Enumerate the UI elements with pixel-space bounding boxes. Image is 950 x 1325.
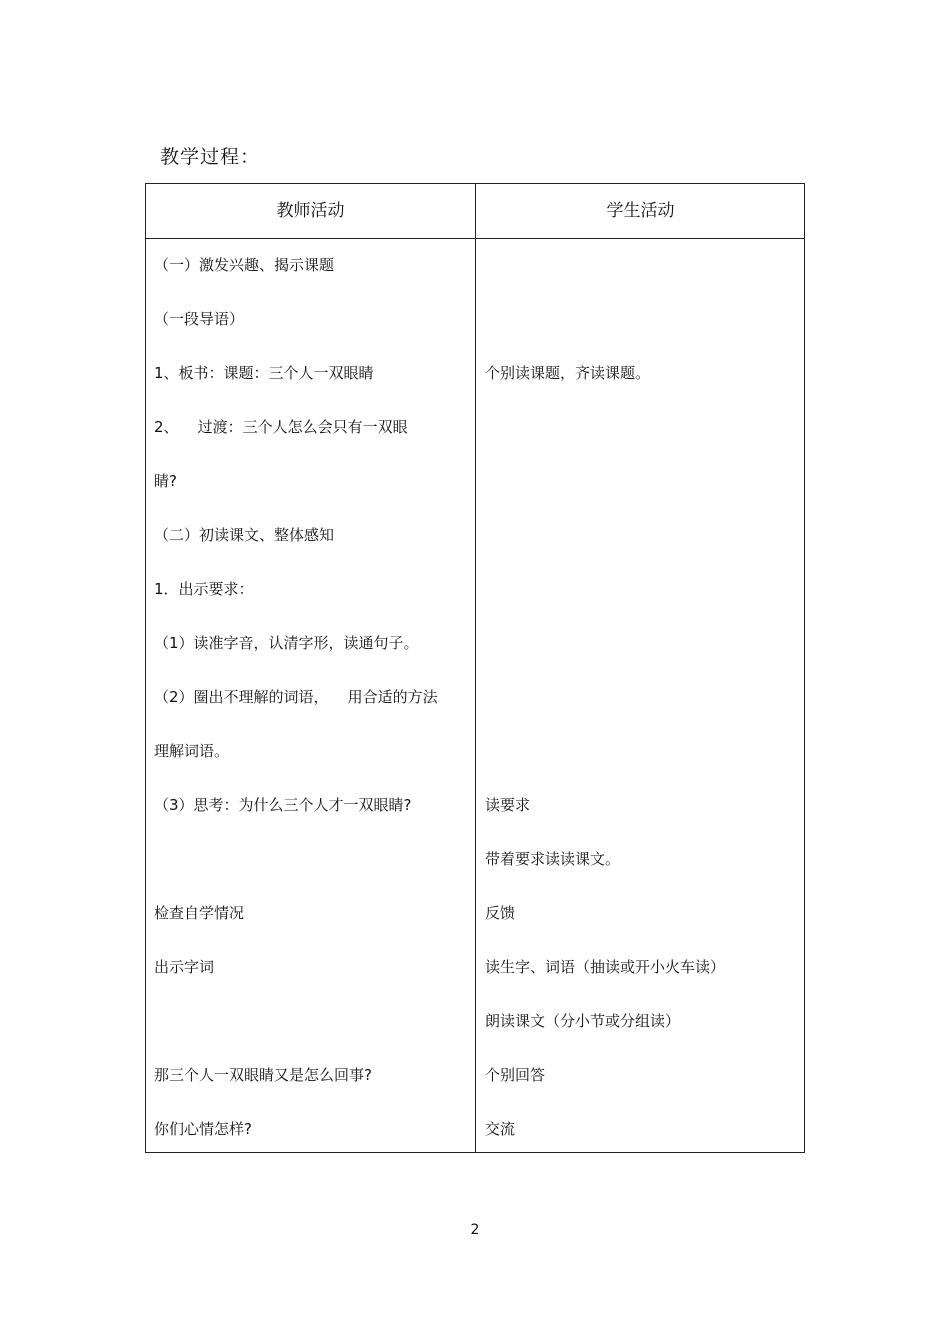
teacher-line: 出示字词 [154, 958, 215, 976]
student-line: 朗读课文（分小节或分组读） [485, 1012, 681, 1030]
teacher-line: （3）思考：为什么三个人才一双眼睛? [154, 796, 412, 814]
teacher-line: 2、 过渡：三个人怎么会只有一双眼 [154, 418, 408, 436]
teacher-line: 1、板书：课题：三个人一双眼睛 [154, 364, 374, 382]
student-line: 读生字、词语（抽读或开小火车读） [485, 958, 726, 976]
student-line: 带着要求读读课文。 [485, 850, 621, 868]
teacher-line: 那三个人一双眼睛又是怎么回事? [154, 1066, 372, 1084]
page-number: 2 [470, 1222, 480, 1238]
teacher-line: （2）圈出不理解的词语， 用合适的方法 [154, 688, 438, 706]
teacher-line: 你们心情怎样? [154, 1120, 252, 1138]
teacher-line: 1．出示要求： [154, 580, 254, 598]
teacher-line: 睛? [154, 472, 177, 490]
lesson-activity-table [145, 183, 805, 1153]
teacher-line: 检查自学情况 [154, 904, 245, 922]
student-line: 交流 [485, 1120, 516, 1138]
teacher-line: 理解词语。 [154, 742, 230, 760]
header-student-activity: 学生活动 [606, 201, 675, 221]
teacher-line: （二）初读课文、整体感知 [154, 526, 335, 544]
teacher-line: （一）激发兴趣、揭示课题 [154, 256, 335, 274]
teacher-line: （一段导语） [154, 310, 245, 328]
section-heading: 教学过程： [160, 146, 261, 168]
header-teacher-activity: 教师活动 [276, 201, 345, 221]
student-line: 反馈 [485, 904, 516, 922]
student-line: 读要求 [485, 796, 531, 814]
header-divider [146, 238, 804, 239]
teacher-line: （1）读准字音，认清字形，读通句子。 [154, 634, 419, 652]
student-line: 个别回答 [485, 1066, 546, 1084]
student-line: 个别读课题，齐读课题。 [485, 364, 651, 382]
column-divider [475, 184, 476, 1152]
